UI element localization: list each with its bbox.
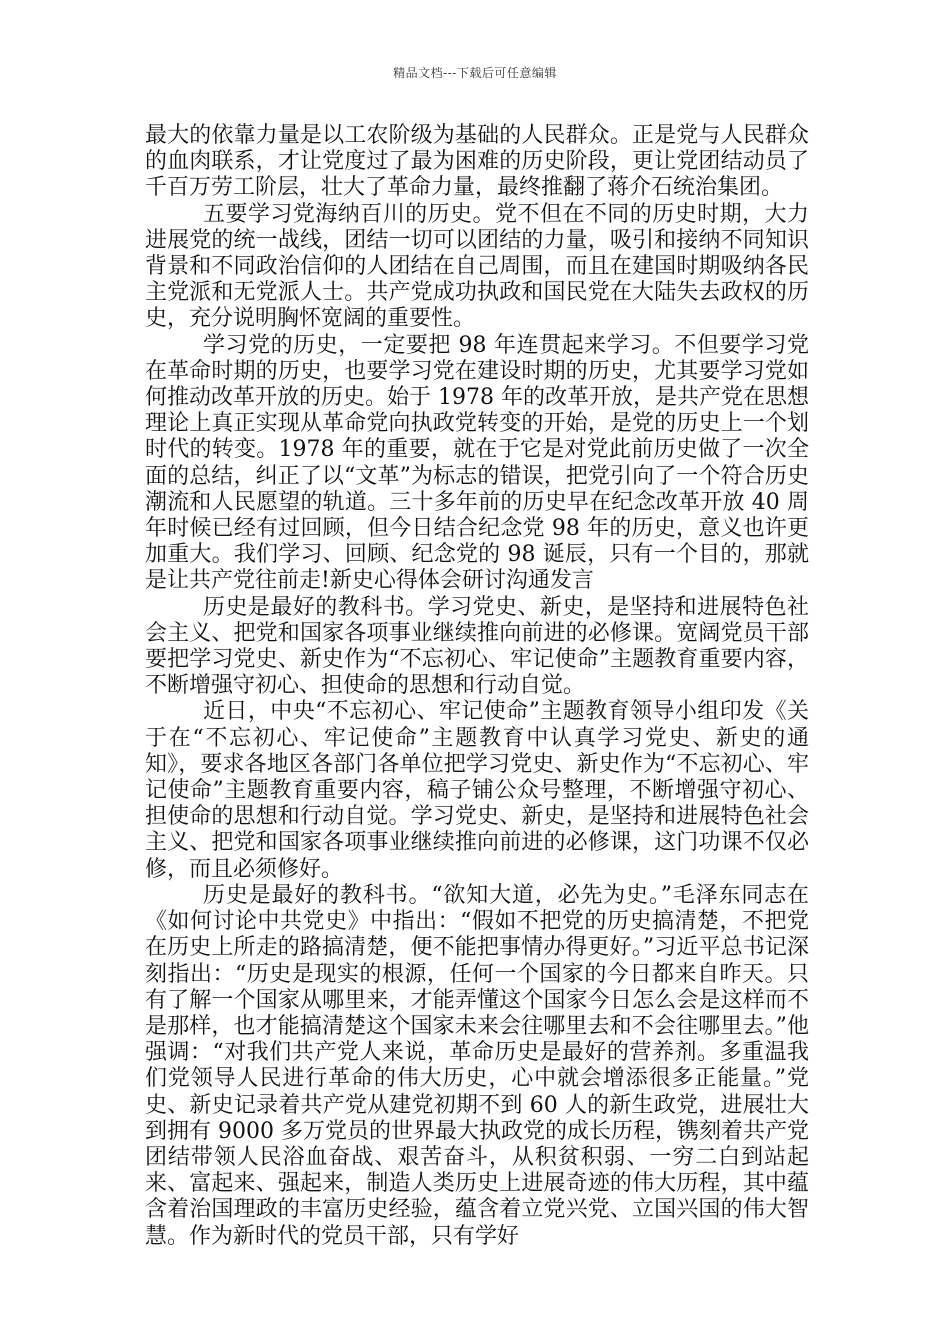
- paragraph-5: 近日，中央“不忘初心、牢记使命”主题教育领导小组印发《关于在“不忘初心、牢记使命”主题教育中认真学习党史、新史的通知》，要求各地区各部门各单位把学习党史、新史作为“不忘初心、牢记使命”主题教育重要内容，稿子铺公众号整理，不断增强守初心、担使命的思想和行动自觉。学习党史、新史，是坚持和进展特色社会主义、把党和国家各项事业继续推向前进的必修课，这门功课不仅必修，而且必须修好。: [145, 699, 809, 882]
- paragraph-3: 学习党的历史，一定要把 98 年连贯起来学习。不但要学习党在革命时期的历史，也要学习党在建设时期的历史，尤其要学习党如何推动改革开放的历史。始于 1978 年的改革开放，是共产党在思想理论上真正实现从革命党向执政党转变的开始，是党的历史上一个划时代的转变。1978 年的重要，就在于它是对党此前历史做了一次全面的总结，纠正了以“文革”为标志的错误，把党引向了一个符合历史潮流和人民愿望的轨道。三十多年前的历史早在纪念改革开放 40 周年时候已经有过回顾，但今日结合纪念党 98 年的历史，意义也许更加重大。我们学习、回顾、纪念党的 98 诞辰，只有一个目的，那就是让共产党往前走!新史心得体会研讨沟通发言: [145, 332, 809, 594]
- paragraph-2: 五要学习党海纳百川的历史。党不但在不同的历史时期，大力进展党的统一战线，团结一切可以团结的力量，吸引和接纳不同知识背景和不同政治信仰的人团结在自己周围，而且在建国时期吸纳各民主党派和无党派人士。共产党成功执政和国民党在大陆失去政权的历史，充分说明胸怀宽阔的重要性。: [145, 201, 809, 332]
- page-header: 精品文档---下载后可任意编辑: [393, 66, 557, 80]
- document-body: [145, 123, 809, 1250]
- paragraph-4: 历史是最好的教科书。学习党史、新史，是坚持和进展特色社会主义、把党和国家各项事业继续推向前进的必修课。宽阔党员干部要把学习党史、新史作为“不忘初心、牢记使命”主题教育重要内容，不断增强守初心、担使命的思想和行动自觉。: [145, 594, 809, 699]
- paragraph-6: 历史是最好的教科书。“欲知大道，必先为史。”毛泽东同志在《如何讨论中共党史》中指出：“假如不把党的历史搞清楚，不把党在历史上所走的路搞清楚，便不能把事情办得更好。”习近平总书记深刻指出：“历史是现实的根源，任何一个国家的今日都来自昨天。只有了解一个国家从哪里来，才能弄懂这个国家今日怎么会是这样而不是那样，也才能搞清楚这个国家未来会往哪里去和不会往哪里去。”他强调：“对我们共产党人来说，革命历史是最好的营养剂。多重温我们党领导人民进行革命的伟大历史，心中就会增添很多正能量。”党史、新史记录着共产党从建党初期不到 60 人的新生政党，进展壮大到拥有 9000 多万党员的世界最大执政党的成长历程，镌刻着共产党团结带领人民浴血奋战、艰苦奋斗，从积贫积弱、一穷二白到站起来、富起来、强起来，制造人类历史上进展奇迹的伟大历程，其中蕴含着治国理政的丰富历史经验，蕴含着立党兴党、立国兴国的伟大智慧。作为新时代的党员干部，只有学好: [145, 882, 809, 1249]
- paragraph-1: 最大的依靠力量是以工农阶级为基础的人民群众。正是党与人民群众的血肉联系，才让党度过了最为困难的历史阶段，更让党团结动员了千百万劳工阶层，壮大了革命力量，最终推翻了蒋介石统治集团。: [145, 123, 809, 201]
